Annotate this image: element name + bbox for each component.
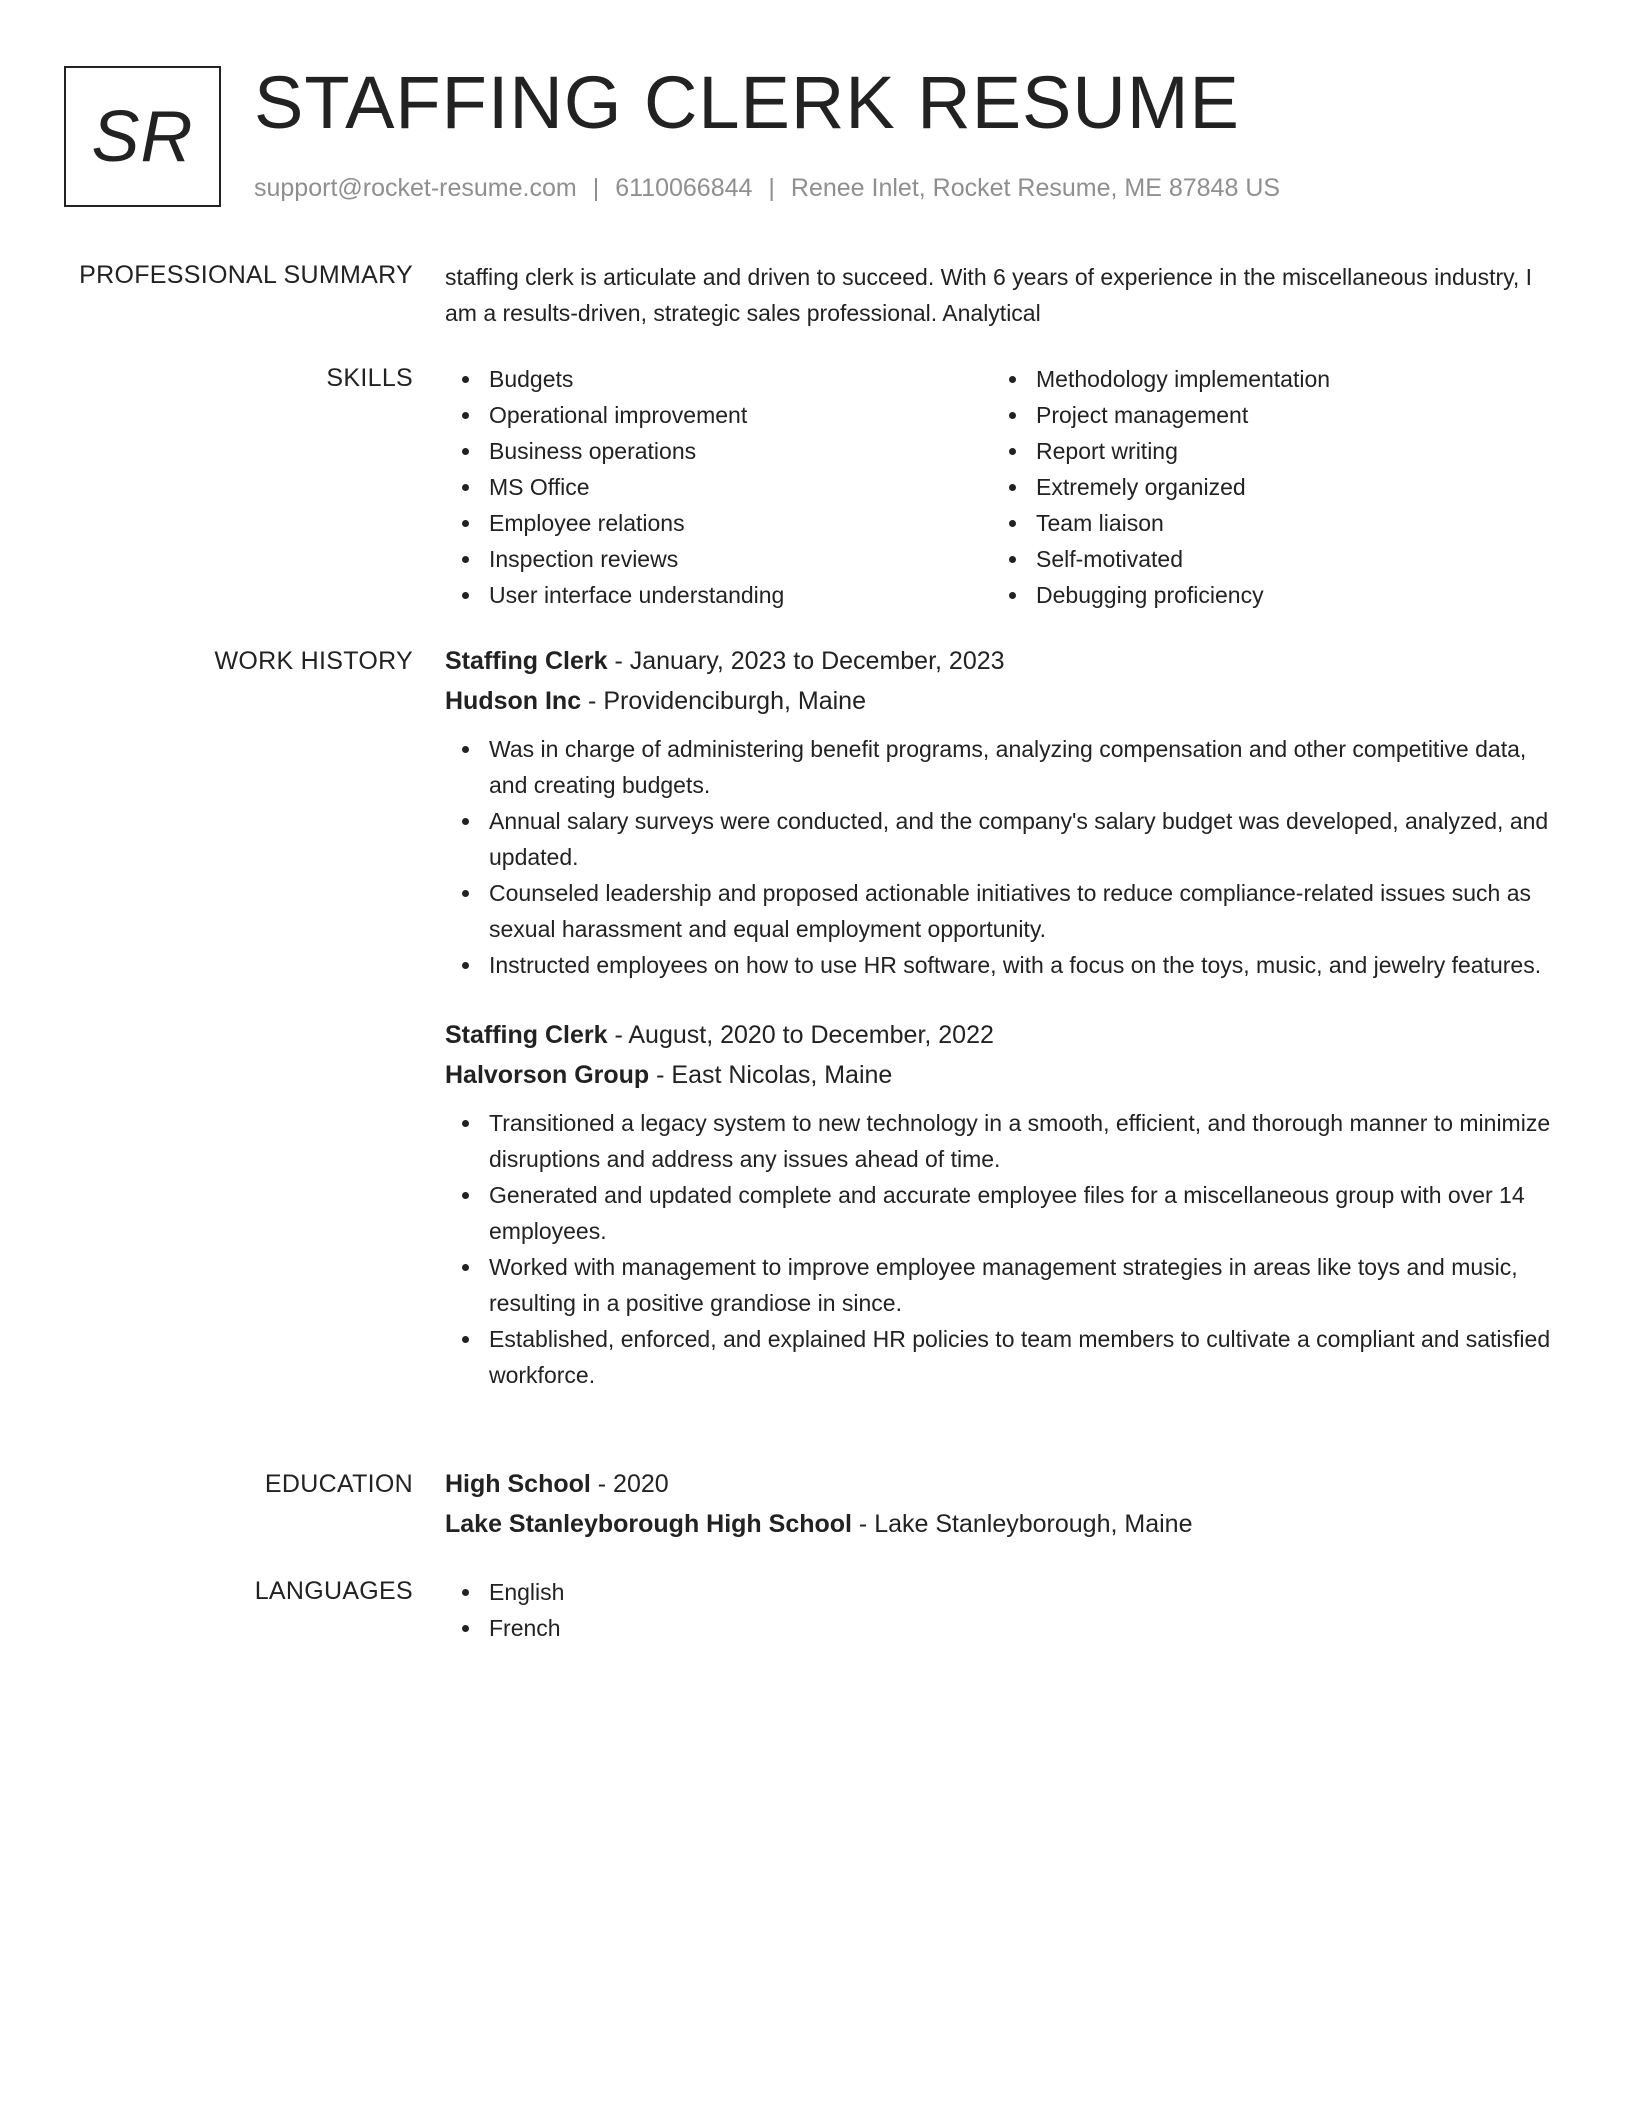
job-entry <box>445 1015 1555 1393</box>
skill-item: Report writing <box>992 433 1539 469</box>
job-title-line <box>445 1015 1555 1055</box>
education-year: - 2020 <box>590 1470 669 1498</box>
skill-item: Inspection reviews <box>445 541 992 577</box>
summary-heading: PROFESSIONAL SUMMARY <box>79 261 413 289</box>
education-heading: EDUCATION <box>264 1470 413 1498</box>
job-bullet: Counseled leadership and proposed actionable initiatives to reduce compliance-related issues such as sexual harassment and equal employment opportunity. <box>445 875 1555 947</box>
job-bullet: Established, enforced, and explained HR policies to team members to cultivate a compliant and satisfied workforce. <box>445 1321 1555 1393</box>
education-school: Lake Stanleyborough High School <box>445 1510 852 1538</box>
job-company: Hudson Inc <box>445 687 582 715</box>
job-company-line <box>445 1055 1555 1095</box>
contact-address: Renee Inlet, Rocket Resume, ME 87848 US <box>790 174 1281 202</box>
languages-list <box>445 1574 1555 1646</box>
work-history-heading: WORK HISTORY <box>214 647 413 675</box>
contact-separator: | <box>592 174 600 202</box>
skill-item: User interface understanding <box>445 577 992 613</box>
skill-item: Extremely organized <box>992 469 1539 505</box>
job-bullet: Generated and updated complete and accurate employee files for a miscellaneous group with over 14 employees. <box>445 1177 1555 1249</box>
skill-item: Budgets <box>445 361 992 397</box>
job-location: - Providenciburgh, Maine <box>581 687 866 715</box>
contact-email: support@rocket-resume.com <box>254 174 577 202</box>
job-bullet-list <box>445 731 1555 983</box>
skill-item: Operational improvement <box>445 397 992 433</box>
job-location: - East Nicolas, Maine <box>649 1061 893 1089</box>
skill-item: MS Office <box>445 469 992 505</box>
education-degree-line <box>445 1464 1555 1504</box>
skill-item: Business operations <box>445 433 992 469</box>
skill-item: Project management <box>992 397 1539 433</box>
resume-title: STAFFING CLERK RESUME <box>254 61 1240 144</box>
job-company-line <box>445 681 1555 721</box>
job-bullet-list <box>445 1105 1555 1393</box>
job-bullet: Annual salary surveys were conducted, and the company's salary budget was developed, analyzed, and updated. <box>445 803 1555 875</box>
skill-item: Methodology implementation <box>992 361 1539 397</box>
job-company: Halvorson Group <box>445 1061 650 1089</box>
contact-phone: 6110066844 <box>615 174 753 202</box>
skill-item: Debugging proficiency <box>992 577 1539 613</box>
summary-text: staffing clerk is articulate and driven to succeed. With 6 years of experience in the miscellaneous industry, I am a results-driven, strategic sales professional. Analytical <box>445 264 1533 326</box>
job-bullet: Worked with management to improve employee management strategies in areas like toys and music, resulting in a positive grandiose in since. <box>445 1249 1555 1321</box>
skill-item: Team liaison <box>992 505 1539 541</box>
job-bullet: Was in charge of administering benefit programs, analyzing compensation and other competitive data, and creating budgets. <box>445 731 1555 803</box>
contact-separator: | <box>768 174 775 202</box>
skill-item: Self-motivated <box>992 541 1539 577</box>
language-item: English <box>445 1574 1555 1610</box>
skills-list-right <box>992 361 1539 613</box>
job-entry <box>445 641 1555 983</box>
job-role: Staffing Clerk <box>445 1021 608 1049</box>
skills-heading: SKILLS <box>326 364 413 392</box>
job-role: Staffing Clerk <box>445 647 608 675</box>
contact-line <box>254 172 1280 204</box>
monogram-logo: SR <box>64 66 221 207</box>
job-title-line <box>445 641 1555 681</box>
skill-item: Employee relations <box>445 505 992 541</box>
job-dates: - January, 2023 to December, 2023 <box>607 647 1005 675</box>
education-degree: High School <box>445 1470 591 1498</box>
languages-heading: LANGUAGES <box>254 1577 413 1605</box>
language-item: French <box>445 1610 1555 1646</box>
education-school-line <box>445 1504 1555 1544</box>
skills-list-left <box>445 361 992 613</box>
job-bullet: Instructed employees on how to use HR software, with a focus on the toys, music, and jewelry features. <box>445 947 1555 983</box>
job-dates: - August, 2020 to December, 2022 <box>607 1021 994 1049</box>
education-location: - Lake Stanleyborough, Maine <box>851 1510 1193 1538</box>
job-bullet: Transitioned a legacy system to new technology in a smooth, efficient, and thorough manner to minimize disruptions and address any issues ahead of time. <box>445 1105 1555 1177</box>
